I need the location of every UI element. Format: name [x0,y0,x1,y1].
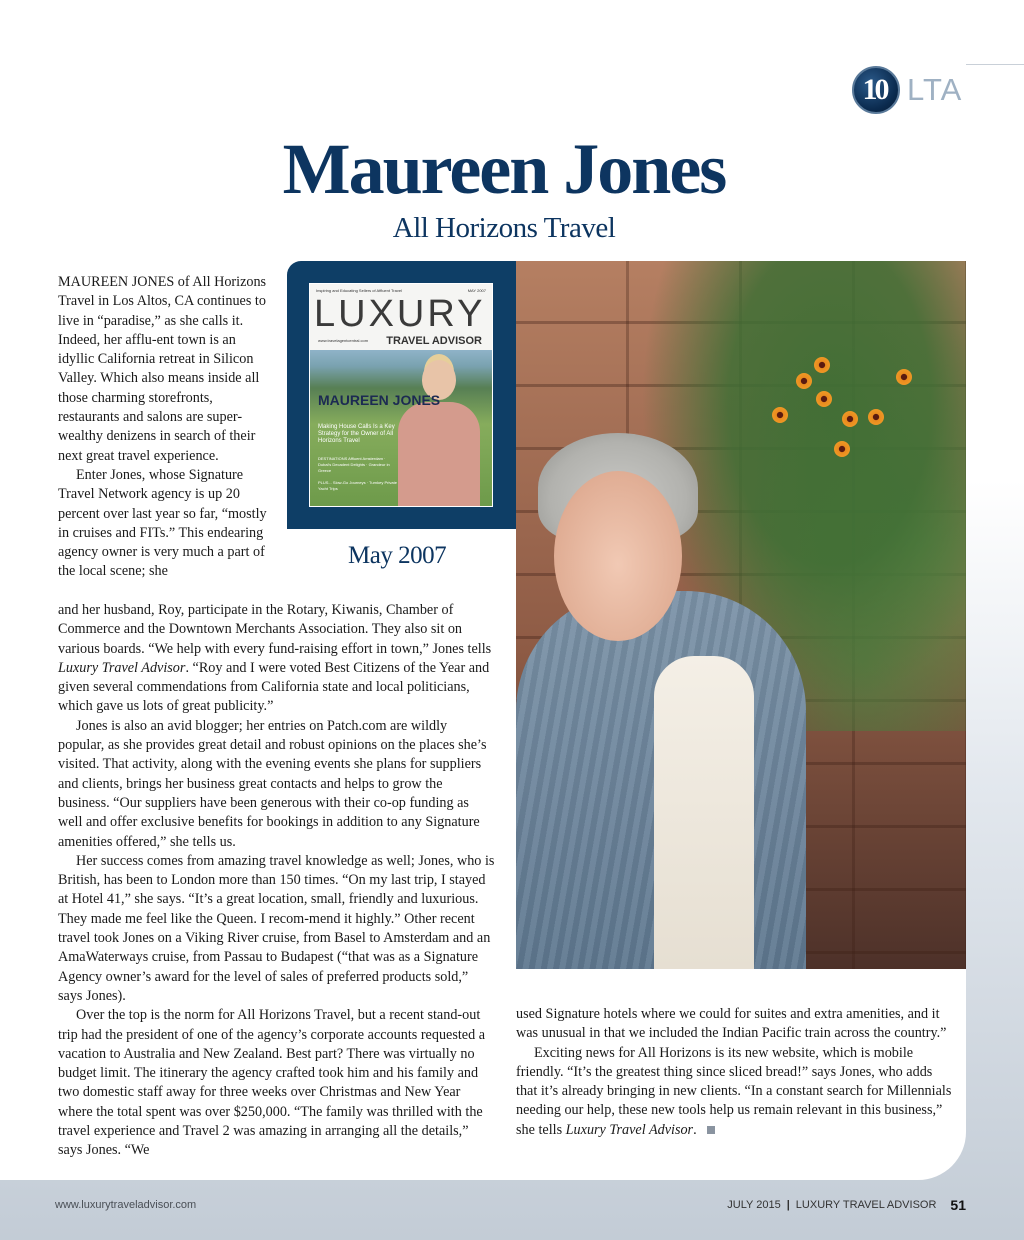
page-number: 51 [950,1197,966,1213]
cover-plus: PLUS... Slow-Go Journeys · Turnkey Private Yacht Trips [318,480,397,491]
cover-logo: LUXURY [314,293,486,335]
woman-shirt [654,656,754,969]
body-column-2 [516,1005,956,1140]
pansy-flower [796,373,812,389]
footer-issue-date: JULY 2015 [727,1199,781,1211]
footer-url: www.luxurytraveladvisor.com [55,1199,197,1211]
pansy-flower [868,409,884,425]
body-text: Exciting news for All Horizons is its new website, which is mobile friendly. “It’s the greatest thing since sliced bread!” says Jones, who adds that it’s already bringing in new clients. “In a constant search for Millennials needing our help, these new tools help us remain relevant in this business,” she tells [516,1044,952,1138]
body-text: . [693,1121,697,1138]
pansy-flower [772,407,788,423]
cover-date-label: May 2007 [348,542,447,569]
body-paragraph: used Signature hotels where we could for suites and extra amenities, and it was unusual in that we included the Indian Pacific train across the country.” [516,1006,947,1042]
cover-person-body [398,402,480,507]
body-paragraph: Her success comes from amazing travel knowledge as well; Jones, who is British, has been to London more than 150 times. “On my last trip, I stayed at Hotel 41,” she says. “It’s a great location, small, friendly and luxurious. They made me feel like the Queen. I recom-mend it highly.” Other recent travel took Jones on a Viking River cruise, from Basel to Amsterdam and an AmaWaterways cruise, from Passau to Budapest (“that was as a Signature Agency owner’s award for the level of sales of preferred products sold,” says Jones). [58,852,495,1004]
magazine-name: Luxury Travel Advisor [565,1121,694,1138]
body-paragraph: Over the top is the norm for All Horizons Travel, but a recent stand-out trip had the president of one of the agency’s corporate accounts requested a vacation to Australia and New Zealand. Best part? There was virtually no budget limit. The itinerary the agency crafted took him and his family and two domestic staff away for three weeks over Christmas and New Year where the total spent was over $250,000. “The family was thrilled with the travel experience and Travel 2 was amazing in arranging all the details,” says Jones. “We [58,1007,486,1159]
woman-face [554,471,682,641]
footer-separator: | [786,1199,790,1211]
cover-blurb: Making House Calls Is a Key Strategy for the Owner of All Horizons Travel [318,424,395,444]
footer-magazine-name: LUXURY TRAVEL ADVISOR [795,1199,937,1211]
pansy-flower [816,391,832,407]
body-column-1-top [58,273,270,582]
portrait-photo [516,261,966,969]
body-column-1-bottom [58,601,495,1161]
body-paragraph [58,601,495,717]
header-rule [966,64,1024,65]
body-paragraph: Enter Jones, whose Signature Travel Network agency is up 20 percent over last year so far, “mostly in cruises and FITs.” This endearing agency owner is very much a part of the local scene; she [58,466,267,580]
end-of-article-icon [707,1126,715,1134]
section-label: LTA [907,72,963,107]
article-subtitle: All Horizons Travel [392,212,616,244]
body-paragraph [516,1044,956,1140]
article-title: Maureen Jones [282,129,726,209]
body-paragraph: Jones is also an avid blogger; her entries on Patch.com are wildly popular, as she provides great detail and robust opinions on the places she’s visited. That activity, along with the evening events she plans for suppliers and clients, brings her business great contacts and helps to grow the business. “Our suppliers have been generous with their co-op funding as well and offer exclusive benefits for bookings in addition to any Signature amenities offered,” she tells us. [58,717,487,850]
body-text: and her husband, Roy, participate in the Rotary, Kiwanis, Chamber of Commerce and the Downtown Merchants Association. They also sit on various boards. “We help with every fund-raising effort in town,” Jones tells [58,602,492,657]
cover-site: www.travelagentcentral.com [318,338,369,343]
cover-kicker: Inspiring and Educating Sellers of Affluent Travel [316,288,402,293]
section-badge [852,66,962,114]
pansy-flower [814,357,830,373]
cover-issue: MAY 2007 [467,288,486,293]
pansy-flower [842,411,858,427]
pansy-flower [896,369,912,385]
pansy-flower [834,441,850,457]
section-number-badge: 10 [852,66,900,114]
body-paragraph: MAUREEN JONES of All Horizons Travel in Los Altos, CA continues to live in “paradise,” as she calls it. Indeed, her afflu-ent town is an idyllic California retreat in Silicon Valley. Which also means inside all those charming storefronts, restaurants and salons are super-wealthy denizens in search of their next great travel experience. [58,274,267,464]
cover-tagline: TRAVEL ADVISOR [386,335,482,347]
footer-folio [727,1197,966,1213]
cover-name: MAUREEN JONES [318,392,441,408]
cover-destinations: DESTINATIONS Affluent Amsterdam · Dubai's Decadent Delights · Grandeur in Greece [318,456,390,473]
magazine-name: Luxury Travel Advisor [58,659,186,676]
body-text: . “Roy and I were voted Best Citizens of the Year and given several commendations from California state and local politicians, which gave us lots of great publicity.” [58,659,490,715]
magazine-cover-image [309,283,493,507]
